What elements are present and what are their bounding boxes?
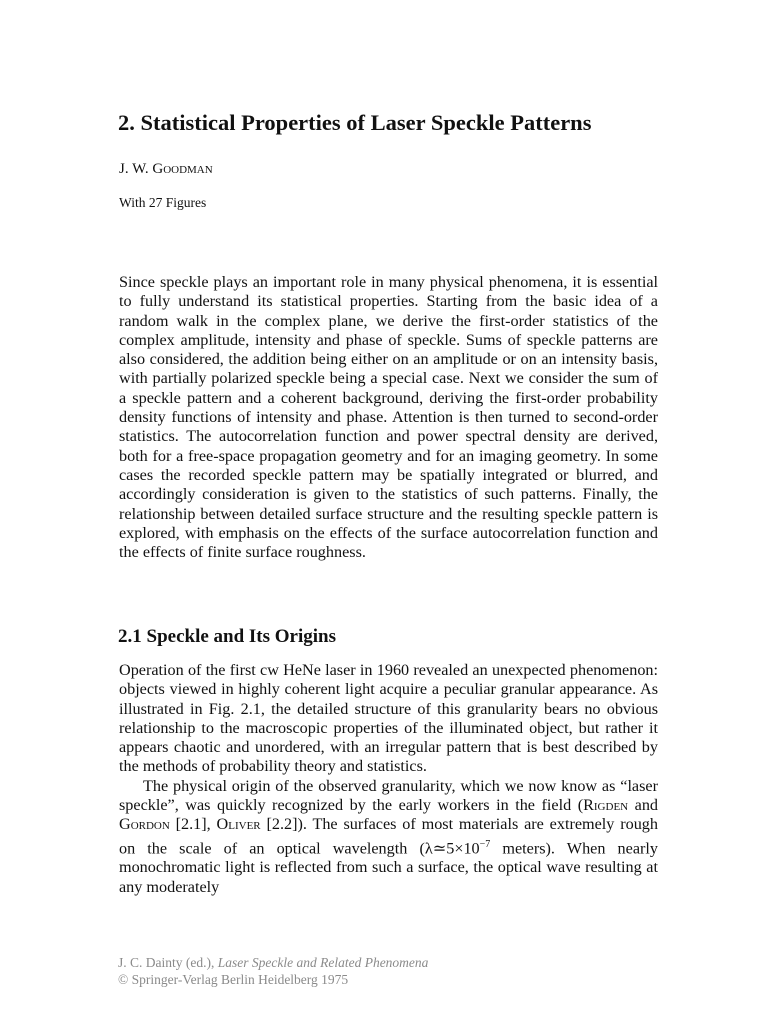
citation-author-oliver: Oliver (216, 815, 261, 834)
author-line (119, 159, 213, 179)
citation-ref-1: [2.1], (169, 815, 217, 834)
body-paragraph-1: Operation of the first cw HeNe laser in 1960 revealed an unexpected phenomenon: objects viewed in highly coherent light acquire a peculiar granular appearance. As illustrated in Fig. 2.1, the detailed structure of this granularity bears no obvious relationship to the macroscopic properties of the illuminated object, but rather it appears chaotic and unordered, with an irregular pattern that is best described by the methods of probability theory and statistics. (119, 661, 658, 776)
footer-copyright: © Springer-Verlag Berlin Heidelberg 1975 (118, 972, 349, 987)
citation-author-gordon: Gordon (119, 815, 170, 834)
author-surname: Goodman (152, 161, 213, 177)
wavelength-exponent: −7 (479, 838, 491, 850)
body-paragraph-2 (119, 777, 658, 897)
chapter-title: 2. Statistical Properties of Laser Speckle Patterns (118, 110, 592, 135)
connector-and: and (628, 796, 658, 815)
citation-author-rigden: Rigden (583, 796, 629, 815)
author-initials: J. W. (119, 161, 153, 177)
footer-book-title: Laser Speckle and Related Phenomena (217, 955, 429, 970)
paragraph-2-text-b: [2.2]). The surfaces of most materials are extremely rough on the scale of an optical wavelength (λ≃5×10 (119, 815, 658, 858)
section-body (119, 661, 658, 897)
footer-line-1 (118, 954, 428, 971)
paragraph-2-text-c: meters). When nearly monochromatic light is reflected from such a surface, the optical wave resulting at any moderately (119, 839, 658, 896)
figures-note: With 27 Figures (119, 195, 207, 210)
footer-editor: J. C. Dainty (ed.), (118, 955, 218, 970)
abstract-paragraph: Since speckle plays an important role in many physical phenomena, it is essential to fully understand its statistical properties. Starting from the basic idea of a random walk in the complex plane, we derive the first-order statistics of the complex amplitude, intensity and phase of speckle. Sums of speckle patterns are also considered, the addition being either on an amplitude or on an intensity basis, with partially polarized speckle being a special case. Next we consider the sum of a speckle pattern and a coherent background, deriving the first-order probability density functions of intensity and phase. Attention is then turned to second-order statistics. The autocorrelation function and power spectral density are derived, both for a free-space propagation geometry and for an imaging geometry. In some cases the recorded speckle pattern may be spatially integrated or blurred, and accordingly consideration is given to the statistics of such patterns. Finally, the relationship between detailed surface structure and the resulting speckle pattern is explored, with emphasis on the effects of the surface autocorrelation function and the effects of finite surface roughness. (119, 273, 658, 562)
footer-citation (118, 954, 428, 988)
section-heading: 2.1 Speckle and Its Origins (118, 626, 337, 647)
paragraph-2-text-a: The physical origin of the observed granularity, which we now know as “laser speckle”, was quickly recognized by the early workers in the field ( (119, 776, 658, 815)
